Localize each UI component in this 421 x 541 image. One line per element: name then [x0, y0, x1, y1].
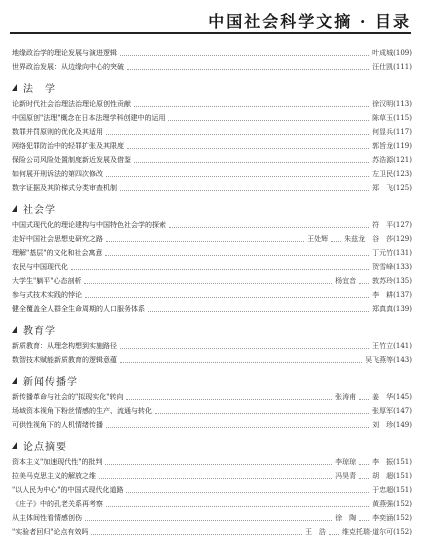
toc-entry[interactable] — [12, 455, 412, 469]
toc-entry[interactable] — [12, 404, 412, 418]
entry-title: 健全覆盖全人群全生命周期的人口服务体系 — [12, 305, 145, 313]
dot-leader — [126, 492, 369, 493]
entry-author: 敦苏玲 — [372, 277, 394, 285]
triangle-marker-icon — [12, 377, 17, 384]
toc-entry[interactable] — [12, 111, 412, 125]
dot-leader — [127, 148, 369, 149]
entry-page-number: (143) — [393, 356, 412, 364]
entry-title: 保险公司风险处置制度新近发展及借鉴 — [12, 156, 131, 164]
dot-leader — [120, 190, 369, 191]
entry-title: "实验者回归"论点有效吗 — [12, 528, 89, 536]
entry-page-number: (147) — [393, 407, 412, 415]
toc-entry[interactable] — [12, 274, 412, 288]
entry-author: 何显兵 — [372, 128, 394, 136]
entry-title: 数罪并罚原则的优化及其适用 — [12, 128, 103, 136]
entry-title: 场域资本视角下粉丝情感的生产、流通与转化 — [12, 407, 152, 415]
entry-page-number: (149) — [393, 421, 412, 429]
triangle-marker-icon — [12, 205, 17, 212]
entry-title: 理解"基层"的文化和社会寓意 — [12, 249, 103, 257]
entry-page-number: (137) — [393, 291, 412, 299]
toc-entry[interactable] — [12, 60, 412, 74]
toc-section — [12, 321, 412, 367]
toc-content — [12, 40, 412, 541]
toc-section — [12, 40, 412, 74]
entry-page-number: (139) — [393, 305, 412, 313]
entry-page-number: (141) — [393, 342, 412, 350]
toc-entry[interactable] — [12, 125, 412, 139]
toc-entry[interactable] — [12, 288, 412, 302]
entry-author: 符 平 — [372, 221, 394, 229]
section-title: 法 学 — [23, 83, 56, 95]
entry-author: 郑真真 — [372, 305, 394, 313]
entry-page-number: (135) — [393, 277, 412, 285]
toc-entry[interactable] — [12, 390, 412, 404]
entry-title: 地缘政治学的理论发展与演进逻辑 — [12, 49, 117, 57]
entry-title: 中国式现代化的理论建构与中国特色社会学的探索 — [12, 221, 166, 229]
toc-entry[interactable] — [12, 46, 412, 60]
entry-author: 陈草玉 — [372, 114, 394, 122]
section-title: 教育学 — [23, 325, 56, 337]
dot-leader — [134, 162, 369, 163]
entry-author: 维克托瑞·道尔可 — [341, 528, 394, 536]
entry-author: 丁元竹 — [372, 249, 394, 257]
section-heading — [12, 372, 412, 388]
dot-leader — [359, 283, 369, 284]
dot-leader — [105, 255, 369, 256]
entry-author: 李奕涵 — [372, 514, 394, 522]
entry-author: 于忠超 — [372, 486, 394, 494]
dot-leader — [169, 227, 369, 228]
toc-entry[interactable] — [12, 139, 412, 153]
toc-entry[interactable] — [12, 302, 412, 316]
dot-leader — [85, 297, 369, 298]
entry-author: 李 振 — [372, 458, 394, 466]
entry-title: 可供性视角下的人机情绪传播 — [12, 421, 103, 429]
dot-leader — [148, 311, 369, 312]
triangle-marker-icon — [12, 442, 17, 449]
toc-entry[interactable] — [12, 97, 412, 111]
toc-entry[interactable] — [12, 153, 412, 167]
entry-coauthor: 张涛甫 — [335, 393, 357, 401]
toc-entry[interactable] — [12, 246, 412, 260]
entry-title: 《庄子》中的孔老关系再考察 — [12, 500, 103, 508]
entry-author: 姜 华 — [372, 393, 394, 401]
entry-title: 拉美马克思主义的解放之维 — [12, 472, 96, 480]
dot-leader — [359, 399, 369, 400]
entry-author: 朱兹龙 谷 莎 — [344, 235, 394, 243]
entry-title: 世界政治发展：从边缘向中心的突破 — [12, 63, 124, 71]
entry-title: 数字证据及其阶梯式分类审查机制 — [12, 184, 117, 192]
page-title: 中国社会科学文摘 · 目录 — [208, 12, 411, 31]
entry-page-number: (117) — [393, 128, 412, 136]
entry-title: 数智技术赋能新质教育的逻辑意蕴 — [12, 356, 117, 364]
entry-title: 大学生"躺平"心态剖析 — [12, 277, 82, 285]
toc-entry[interactable] — [12, 353, 412, 367]
entry-page-number: (109) — [393, 49, 412, 57]
entry-author: 郑 飞 — [372, 184, 394, 192]
dot-leader — [106, 427, 369, 428]
section-title: 论点摘要 — [23, 441, 67, 453]
toc-entry[interactable] — [12, 497, 412, 511]
dot-leader — [134, 106, 369, 107]
entry-title: 如何展开刑诉法的第四次修改 — [12, 170, 103, 178]
entry-author: 徐汉明 — [372, 100, 394, 108]
entry-title: "以人民为中心"的中国式现代化道路 — [12, 486, 124, 494]
entry-page-number: (151) — [393, 486, 412, 494]
dot-leader — [106, 176, 369, 177]
dot-leader — [168, 120, 369, 121]
toc-entry[interactable] — [12, 469, 412, 483]
entry-page-number: (131) — [393, 249, 412, 257]
entry-coauthor: 冯昊青 — [335, 472, 357, 480]
dot-leader — [106, 134, 369, 135]
toc-entry[interactable] — [12, 167, 412, 181]
toc-entry[interactable] — [12, 181, 412, 195]
toc-entry[interactable] — [12, 339, 412, 353]
dot-leader — [85, 520, 332, 521]
entry-coauthor: 徐 陶 — [335, 514, 357, 522]
entry-page-number: (119) — [393, 142, 412, 150]
entry-coauthor: 王处辉 — [307, 235, 329, 243]
entry-page-number: (123) — [393, 170, 412, 178]
dot-leader — [71, 269, 369, 270]
dot-leader — [331, 241, 341, 242]
toc-entry[interactable] — [12, 511, 412, 525]
entry-title: 新传播革命与社会的"拟现实化"转向 — [12, 393, 124, 401]
entry-author: 胡 超 — [372, 472, 394, 480]
dot-leader — [120, 362, 362, 363]
section-heading — [12, 437, 412, 453]
toc-section — [12, 437, 412, 539]
dot-leader — [120, 348, 369, 349]
dot-leader — [84, 283, 332, 284]
entry-page-number: (152) — [393, 514, 412, 522]
entry-author: 张厚军 — [372, 407, 394, 415]
toc-entry[interactable] — [12, 418, 412, 432]
toc-entry[interactable] — [12, 525, 412, 539]
entry-title: 参与式技术实践的悖论 — [12, 291, 82, 299]
dot-leader — [106, 241, 304, 242]
entry-page-number: (127) — [393, 221, 412, 229]
entry-title: 论新时代社会治理法治理论原创性贡献 — [12, 100, 131, 108]
dot-leader — [105, 464, 332, 465]
section-title: 新闻传播学 — [23, 376, 78, 388]
toc-entry[interactable] — [12, 232, 412, 246]
entry-page-number: (129) — [393, 235, 412, 243]
entry-author: 贺雪峰 — [372, 263, 394, 271]
entry-author: 李 耕 — [372, 291, 394, 299]
entry-author: 吴飞燕等 — [365, 356, 394, 364]
entry-page-number: (121) — [393, 156, 412, 164]
entry-title: 中国原创"法理"概念在日本法理学科创建中的运用 — [12, 114, 166, 122]
dot-leader — [126, 399, 332, 400]
section-title: 社会学 — [23, 204, 56, 216]
dot-leader — [127, 69, 369, 70]
section-heading — [12, 321, 412, 337]
entry-title: 农民与中国现代化 — [12, 263, 68, 271]
header-rule — [10, 32, 411, 34]
entry-coauthor: 李琼琼 — [335, 458, 357, 466]
triangle-marker-icon — [12, 326, 17, 333]
entry-author: 黄燕强 — [372, 500, 394, 508]
entry-author: 叶成城 — [372, 49, 394, 57]
entry-author: 郭旨龙 — [372, 142, 394, 150]
toc-entry[interactable] — [12, 483, 412, 497]
section-heading — [12, 79, 412, 95]
entry-page-number: (145) — [393, 393, 412, 401]
page-header — [0, 0, 421, 40]
entry-page-number: (151) — [393, 472, 412, 480]
toc-section — [12, 79, 412, 195]
entry-page-number: (113) — [393, 100, 412, 108]
entry-page-number: (151) — [393, 458, 412, 466]
entry-author: 王竹立 — [372, 342, 394, 350]
entry-title: 网络犯罪防治中的轻罪扩张及其限度 — [12, 142, 124, 150]
entry-author: 汪仕凯 — [372, 63, 394, 71]
entry-page-number: (115) — [393, 114, 412, 122]
entry-page-number: (111) — [393, 63, 412, 71]
entry-page-number: (125) — [393, 184, 412, 192]
entry-title: 新质教育：从理念构想到实施路径 — [12, 342, 117, 350]
entry-author: 刘 珍 — [372, 421, 394, 429]
dot-leader — [359, 464, 369, 465]
entry-title: 资本主义"加速现代性"的批判 — [12, 458, 103, 466]
dot-leader — [359, 520, 369, 521]
entry-coauthor: 王 浩 — [304, 528, 326, 536]
entry-author: 苏浩源 — [372, 156, 394, 164]
entry-page-number: (152) — [393, 528, 412, 536]
triangle-marker-icon — [12, 84, 17, 91]
dot-leader — [120, 55, 369, 56]
entry-page-number: (152) — [393, 500, 412, 508]
toc-section — [12, 372, 412, 432]
dot-leader — [359, 478, 369, 479]
toc-section — [12, 200, 412, 316]
entry-title: 从主体间性看情感创伤 — [12, 514, 82, 522]
section-heading — [12, 200, 412, 216]
dot-leader — [155, 413, 369, 414]
toc-entry[interactable] — [12, 260, 412, 274]
toc-entry[interactable] — [12, 218, 412, 232]
dot-leader — [106, 506, 369, 507]
entry-title: 走好中国社会思想史研究之路 — [12, 235, 103, 243]
entry-page-number: (133) — [393, 263, 412, 271]
dot-leader — [99, 478, 332, 479]
entry-author: 左卫民 — [372, 170, 394, 178]
entry-coauthor: 杨宜音 — [335, 277, 357, 285]
